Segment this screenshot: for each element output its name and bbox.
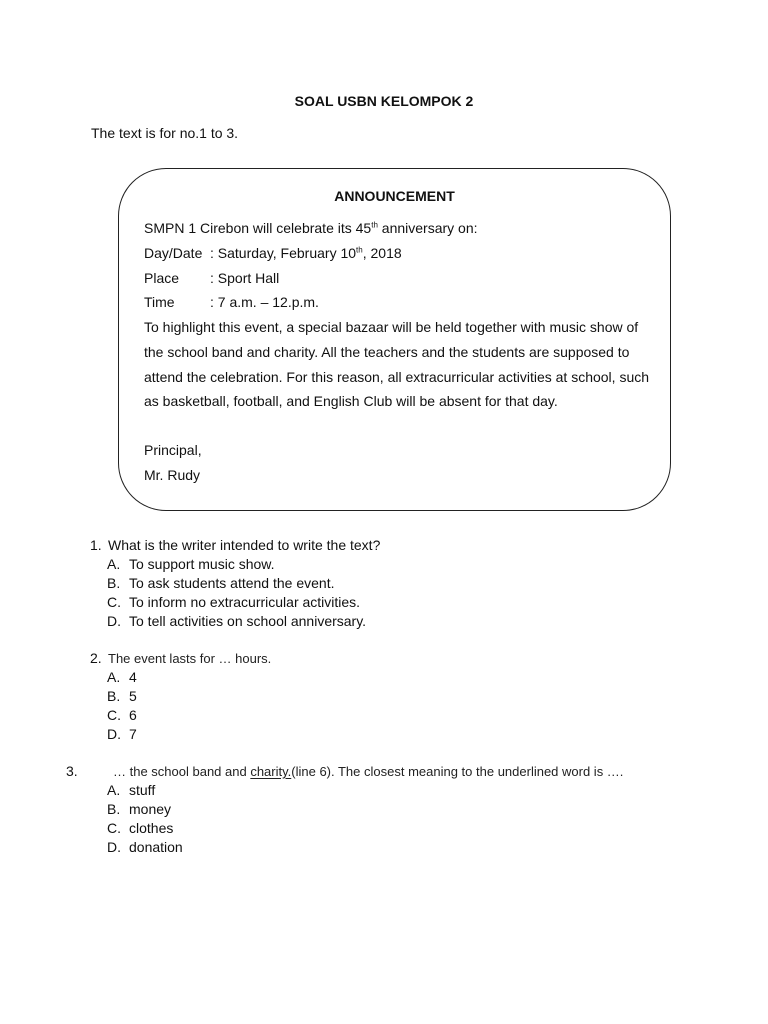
place-value: : Sport Hall bbox=[210, 270, 280, 286]
underlined-word: charity. bbox=[250, 764, 292, 779]
announcement-heading: ANNOUNCEMENT bbox=[334, 188, 455, 204]
option-letter: A. bbox=[107, 556, 121, 572]
question-text: The event lasts for … hours. bbox=[108, 651, 272, 666]
place-row bbox=[144, 270, 279, 286]
intro-text: The text is for no.1 to 3. bbox=[91, 125, 239, 141]
option-letter: A. bbox=[107, 669, 121, 685]
anniversary-line-text: SMPN 1 Cirebon will celebrate its 45 bbox=[144, 220, 372, 236]
option-text: 5 bbox=[129, 688, 137, 704]
option-1b bbox=[107, 575, 334, 591]
anniversary-line-end: anniversary on: bbox=[377, 220, 478, 236]
option-letter: A. bbox=[107, 782, 121, 798]
option-3c bbox=[107, 820, 173, 836]
option-2b bbox=[107, 688, 137, 704]
option-letter: C. bbox=[107, 594, 121, 610]
question-number: 1. bbox=[90, 537, 102, 553]
option-letter: B. bbox=[107, 575, 121, 591]
page-title: SOAL USBN KELOMPOK 2 bbox=[294, 93, 474, 109]
body-line-2: the school band and charity. All the teachers and the students are supposed to bbox=[144, 344, 630, 360]
option-text: To ask students attend the event. bbox=[129, 575, 335, 591]
time-value: : 7 a.m. – 12.p.m. bbox=[210, 294, 319, 310]
option-text: donation bbox=[129, 839, 183, 855]
option-text: 7 bbox=[129, 726, 137, 742]
option-text: stuff bbox=[129, 782, 156, 798]
option-text: 4 bbox=[129, 669, 137, 685]
day-date-value: : Saturday, February 10 bbox=[210, 245, 357, 261]
option-letter: D. bbox=[107, 613, 121, 629]
option-1a bbox=[107, 556, 275, 572]
option-1c bbox=[107, 594, 360, 610]
question-3-number: 3. bbox=[66, 763, 78, 779]
option-2d bbox=[107, 726, 137, 742]
option-text: To inform no extracurricular activities. bbox=[129, 594, 361, 610]
option-letter: C. bbox=[107, 820, 121, 836]
signoff-name: Mr. Rudy bbox=[144, 467, 201, 483]
body-line-4: as basketball, football, and English Club will be absent for that day. bbox=[144, 393, 558, 409]
question-number: 2. bbox=[90, 650, 102, 666]
ordinal-suffix: th bbox=[371, 220, 378, 230]
option-letter: D. bbox=[107, 726, 121, 742]
option-letter: B. bbox=[107, 688, 121, 704]
question-2 bbox=[90, 650, 271, 666]
option-3d bbox=[107, 839, 183, 855]
option-letter: B. bbox=[107, 801, 121, 817]
signoff-role: Principal, bbox=[144, 442, 202, 458]
option-text: To tell activities on school anniversary. bbox=[129, 613, 367, 629]
option-text: 6 bbox=[129, 707, 137, 723]
option-3a bbox=[107, 782, 155, 798]
question-3 bbox=[113, 764, 623, 779]
body-line-3: attend the celebration. For this reason, all extracurricular activities at school, such bbox=[144, 369, 650, 385]
day-ordinal-suffix: th bbox=[356, 245, 363, 255]
option-letter: D. bbox=[107, 839, 121, 855]
time-label: Time bbox=[144, 294, 175, 310]
option-letter: C. bbox=[107, 707, 121, 723]
option-2c bbox=[107, 707, 137, 723]
place-label: Place bbox=[144, 270, 180, 286]
option-text: clothes bbox=[129, 820, 174, 836]
time-row bbox=[144, 294, 319, 310]
question-text: … the school band and bbox=[113, 764, 251, 779]
option-2a bbox=[107, 669, 137, 685]
option-text: To support music show. bbox=[129, 556, 275, 572]
question-1 bbox=[90, 537, 380, 553]
option-text: money bbox=[129, 801, 172, 817]
day-date-year: , 2018 bbox=[362, 245, 402, 261]
anniversary-line bbox=[144, 220, 478, 236]
question-text: What is the writer intended to write the text? bbox=[108, 537, 381, 553]
option-3b bbox=[107, 801, 171, 817]
question-text-end: (line 6). The closest meaning to the underlined word is …. bbox=[291, 764, 624, 779]
day-date-row bbox=[144, 245, 402, 261]
body-line-1: To highlight this event, a special bazaar will be held together with music show of bbox=[144, 319, 639, 335]
option-1d bbox=[107, 613, 366, 629]
day-date-label: Day/Date bbox=[144, 245, 203, 261]
